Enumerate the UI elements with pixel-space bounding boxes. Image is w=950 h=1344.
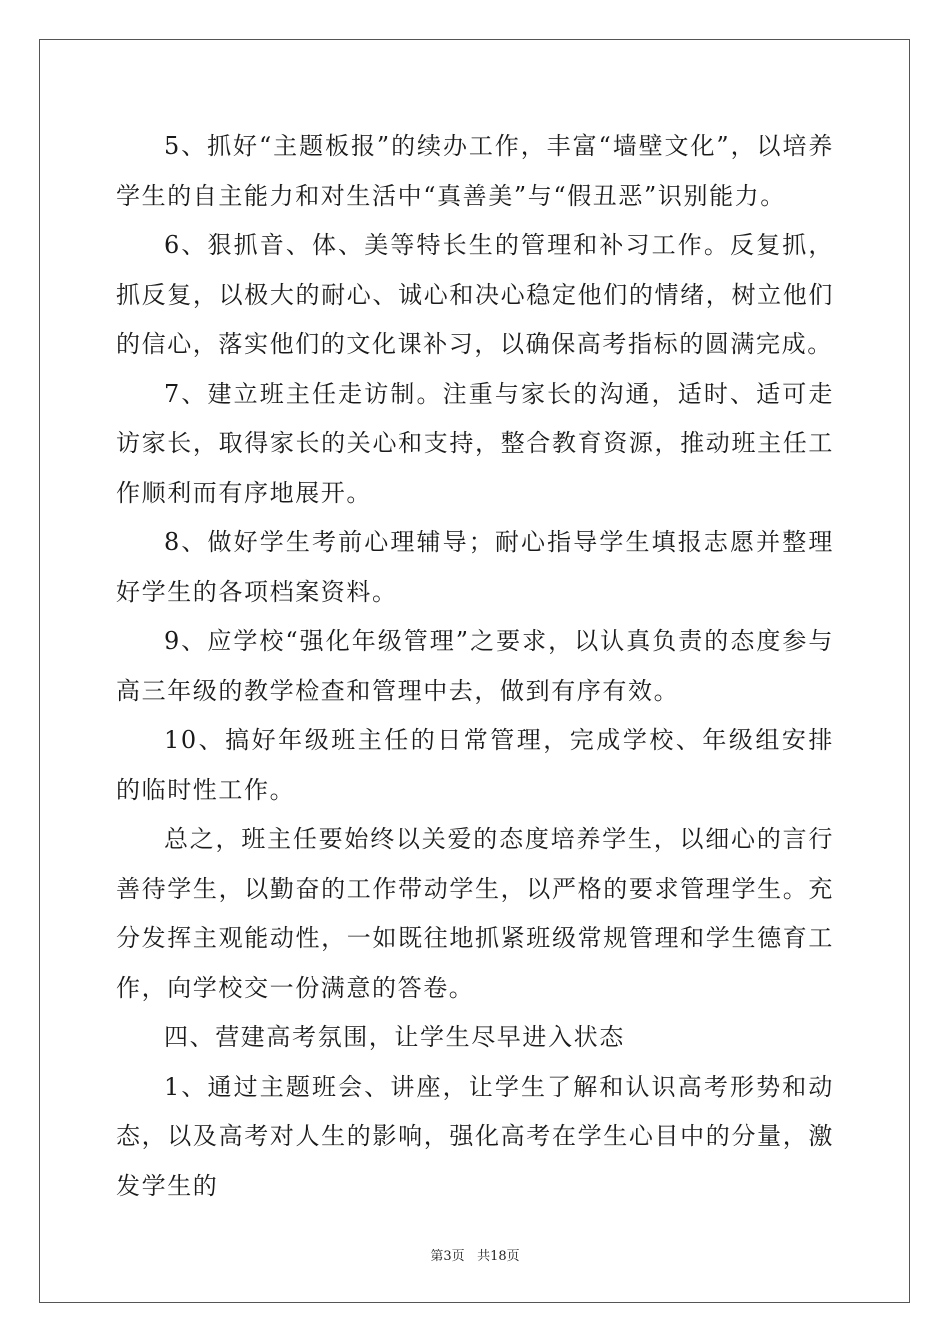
paragraph-item-5: 5、抓好“主题板报”的续办工作，丰富“墙壁文化”，以培养学生的自主能力和对生活中“真善美”与“假丑恶”识别能力。 bbox=[116, 132, 834, 210]
page-total: 共18页 bbox=[477, 1249, 520, 1264]
paragraph-item-7: 7、建立班主任走访制。注重与家长的沟通，适时、适可走访家长，取得家长的关心和支持，整合教育资源，推动班主任工作顺利而有序地展开。 bbox=[116, 379, 834, 507]
paragraph-summary: 总之，班主任要始终以关爱的态度培养学生，以细心的言行善待学生，以勤奋的工作带动学生，以严格的要求管理学生。充分发挥主观能动性，一如既往地抓紧班级常规管理和学生德育工作，向学校交一份满意的答卷。 bbox=[116, 825, 834, 1002]
page-number: 第3页 bbox=[430, 1249, 465, 1264]
document-body bbox=[116, 122, 834, 1211]
paragraph-item-6: 6、狠抓音、体、美等特长生的管理和补习工作。反复抓，抓反复，以极大的耐心、诚心和决心稳定他们的情绪，树立他们的信心，落实他们的文化课补习，以确保高考指标的圆满完成。 bbox=[116, 231, 834, 358]
section-heading-4: 四、营建高考氛围，让学生尽早进入状态 bbox=[164, 1023, 625, 1051]
paragraph-item-8: 8、做好学生考前心理辅导；耐心指导学生填报志愿并整理好学生的各项档案资料。 bbox=[116, 528, 834, 606]
paragraph-section4-item-1: 1、通过主题班会、讲座，让学生了解和认识高考形势和动态，以及高考对人生的影响，强化高考在学生心目中的分量，激发学生的 bbox=[116, 1072, 834, 1200]
paragraph-item-9: 9、应学校“强化年级管理”之要求，以认真负责的态度参与高三年级的教学检查和管理中去，做到有序有效。 bbox=[116, 627, 834, 705]
paragraph-item-10: 10、搞好年级班主任的日常管理，完成学校、年级组安排的临时性工作。 bbox=[116, 726, 834, 804]
page-footer bbox=[0, 1245, 950, 1264]
